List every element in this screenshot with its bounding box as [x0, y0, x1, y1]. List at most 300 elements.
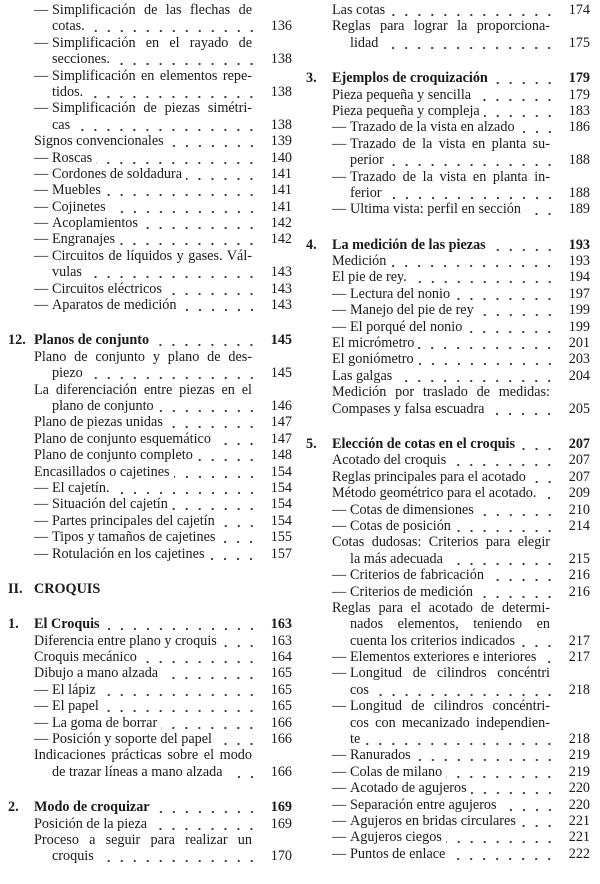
toc-entry — [8, 414, 292, 430]
toc-line — [8, 248, 292, 264]
page-number: 218 — [568, 731, 590, 748]
toc-entry — [8, 447, 292, 463]
toc-line — [306, 103, 590, 119]
page-number: 222 — [568, 845, 590, 862]
entry-text: Acotado del croquis — [332, 452, 447, 469]
dash-marker: — — [34, 512, 49, 529]
entry-text: cos — [350, 681, 369, 698]
toc-entry — [8, 349, 292, 382]
toc-entry — [8, 215, 292, 231]
section-number — [306, 401, 332, 417]
section-number — [306, 452, 332, 468]
toc-line — [306, 764, 590, 780]
toc-line — [306, 401, 590, 417]
entry-body — [332, 600, 590, 616]
dot-leader — [89, 18, 258, 34]
entry-text: Posición de la pieza — [34, 815, 148, 832]
page-number: 141 — [270, 198, 292, 215]
toc-section — [8, 332, 292, 561]
dot-leader — [110, 199, 258, 215]
toc-line — [306, 452, 590, 468]
toc-line — [8, 51, 292, 67]
toc-line — [306, 649, 590, 665]
entry-text: Diferencia entre plano y croquis — [34, 632, 217, 649]
toc-entry — [306, 169, 590, 202]
page-number: 207 — [568, 452, 590, 469]
toc-line — [8, 764, 292, 780]
toc-entry — [8, 431, 292, 447]
section-number — [8, 398, 34, 414]
toc-line — [8, 215, 292, 231]
section-number — [306, 335, 332, 351]
entry-body — [34, 35, 292, 51]
toc-line — [306, 2, 590, 18]
entry-text: Criterios de fabricación — [350, 567, 484, 584]
entry-body — [332, 136, 590, 152]
section-number — [306, 813, 332, 829]
section-number: 5. — [306, 435, 317, 452]
toc-line — [8, 199, 292, 215]
entry-text: Trazado de la vista en planta su- — [350, 135, 550, 152]
dot-leader — [141, 649, 258, 665]
entry-text: La medición de las piezas — [332, 236, 486, 253]
entry-text: Pieza pequeña y sencilla — [332, 86, 472, 103]
entry-body — [332, 616, 590, 632]
toc-entry — [8, 496, 292, 512]
dash-marker: — — [332, 302, 347, 319]
entry-text: La goma de borrar — [52, 714, 158, 731]
toc-line — [306, 502, 590, 518]
toc-entry — [306, 351, 590, 367]
page-number: 193 — [568, 253, 590, 270]
toc-entry — [8, 513, 292, 529]
entry-text: El Croquis — [34, 616, 100, 633]
entry-text: nados elementos, teniendo en — [350, 616, 550, 633]
toc-entry — [306, 846, 590, 862]
toc-entry — [306, 584, 590, 600]
dot-leader — [519, 633, 556, 649]
toc-line — [306, 829, 590, 845]
dash-marker: — — [332, 665, 347, 682]
page-number: 186 — [568, 119, 590, 136]
toc-entry — [8, 665, 292, 681]
entry-body — [332, 747, 590, 763]
section-number — [306, 119, 332, 135]
toc-section — [8, 2, 292, 313]
page-number: 147 — [270, 414, 292, 431]
entry-body — [332, 335, 590, 351]
entry-body — [332, 682, 590, 698]
dot-leader — [86, 264, 258, 280]
page-number: 207 — [568, 468, 590, 485]
entry-body — [332, 829, 590, 845]
entry-body — [332, 649, 590, 665]
toc-line — [306, 584, 590, 600]
entry-body — [332, 169, 590, 185]
entry-body — [332, 813, 590, 829]
toc-entry — [306, 813, 590, 829]
toc-entry — [8, 199, 292, 215]
entry-body — [34, 117, 292, 133]
toc-line — [8, 431, 292, 447]
entry-body — [34, 398, 292, 414]
entry-body — [34, 51, 292, 67]
entry-text: Encasillados o cajetines — [34, 463, 170, 480]
dot-leader — [100, 682, 258, 698]
entry-body — [34, 2, 292, 18]
toc-line — [8, 480, 292, 496]
entry-text: Signos convencionales — [34, 133, 164, 150]
entry-text: Agujeros ciegos — [350, 829, 442, 846]
page-number: 142 — [270, 215, 292, 232]
dot-leader — [114, 480, 258, 496]
page-number: 220 — [568, 780, 590, 797]
page-number: 207 — [568, 435, 590, 452]
dot-leader — [447, 551, 556, 567]
entry-text: Criterios de medición — [350, 583, 473, 600]
page-number: 154 — [270, 496, 292, 513]
part-heading — [8, 581, 292, 597]
entry-text: Dibujo a mano alzada — [34, 665, 159, 682]
entry-body — [332, 518, 590, 534]
dash-marker: — — [332, 168, 347, 185]
entry-body — [332, 401, 590, 417]
dot-leader — [530, 469, 556, 485]
dot-leader — [219, 529, 258, 545]
toc-line — [8, 496, 292, 512]
toc-line — [8, 332, 292, 348]
section-number — [8, 264, 34, 280]
section-number — [8, 199, 34, 215]
toc-line — [8, 633, 292, 649]
section-number — [306, 665, 332, 681]
section-number — [306, 136, 332, 152]
entry-body — [332, 384, 590, 400]
section-number — [8, 464, 34, 480]
entry-body — [332, 286, 590, 302]
entry-body — [34, 349, 292, 365]
dot-leader — [446, 764, 556, 780]
section-number — [8, 715, 34, 731]
entry-body — [332, 469, 590, 485]
entry-text: Las galgas — [332, 367, 393, 384]
dot-leader — [446, 829, 556, 845]
dot-leader — [492, 70, 556, 86]
entry-text: Puntos de enlace — [350, 845, 446, 862]
section-number — [306, 584, 332, 600]
section-number — [8, 100, 34, 116]
page-number: 169 — [270, 799, 292, 816]
toc-line — [8, 529, 292, 545]
entry-text: Ranurados — [350, 747, 411, 764]
toc-entry — [306, 780, 590, 796]
page-number: 146 — [270, 397, 292, 414]
page-number: 201 — [568, 335, 590, 352]
page-number: 138 — [270, 51, 292, 68]
page-number: 163 — [270, 616, 292, 633]
page-number: 205 — [568, 400, 590, 417]
entry-text: Colas de milano — [350, 763, 443, 780]
toc-line — [8, 84, 292, 100]
dot-leader — [386, 185, 556, 201]
section-number — [8, 848, 34, 864]
entry-text: te — [350, 731, 361, 748]
entry-text: Proceso a seguir para realizar un — [34, 831, 252, 848]
toc-entry — [306, 518, 590, 534]
entry-text: El pie de rey. — [332, 269, 407, 286]
dot-leader — [418, 351, 556, 367]
section-number: 2. — [8, 799, 19, 816]
toc-entry — [8, 799, 292, 815]
toc-entry — [306, 600, 590, 649]
section-number — [306, 18, 332, 34]
entry-text: Pieza pequeña y compleja — [332, 102, 480, 119]
toc-line — [8, 649, 292, 665]
section-number — [306, 682, 332, 698]
entry-body — [34, 848, 292, 864]
dot-leader — [168, 133, 258, 149]
entry-body — [332, 201, 590, 217]
entry-text: Reglas para lograr la proporciona- — [332, 18, 550, 35]
entry-body — [34, 698, 292, 714]
entry-body — [332, 846, 590, 862]
page-number: 154 — [270, 479, 292, 496]
toc-entry — [306, 502, 590, 518]
dash-marker: — — [34, 182, 49, 199]
entry-body — [332, 584, 590, 600]
dot-leader — [221, 633, 258, 649]
dot-leader — [478, 302, 556, 318]
entry-body — [34, 832, 292, 848]
dash-marker: — — [34, 198, 49, 215]
page-number: 143 — [270, 264, 292, 281]
page-number: 221 — [568, 812, 590, 829]
dash-marker: — — [332, 285, 347, 302]
section-number — [306, 797, 332, 813]
dot-leader — [104, 616, 258, 632]
toc-entry — [306, 829, 590, 845]
section-number — [306, 152, 332, 168]
section-number — [8, 546, 34, 562]
toc-entry — [8, 150, 292, 166]
entry-text: Trazado de la vista en planta in- — [350, 168, 550, 185]
dash-marker: — — [332, 829, 347, 846]
entry-text: Rotulación en los cajetines — [52, 545, 205, 562]
dot-leader — [103, 698, 258, 714]
dot-leader — [119, 231, 258, 247]
toc-line — [306, 469, 590, 485]
toc-section — [306, 237, 590, 417]
entry-text: Las cotas — [332, 2, 386, 18]
dot-leader — [477, 584, 556, 600]
page-number: 166 — [270, 763, 292, 780]
entry-text: El porqué del nonio — [350, 318, 463, 335]
entry-text: Circuitos eléctricos — [52, 280, 162, 297]
entry-body — [34, 414, 292, 430]
entry-body — [34, 248, 292, 264]
section-number — [306, 567, 332, 583]
page-number: 175 — [568, 34, 590, 51]
page-number: 218 — [568, 681, 590, 698]
toc-line — [8, 832, 292, 848]
toc-entry — [8, 698, 292, 714]
entry-text: Plano de conjunto completo — [34, 447, 193, 464]
dash-marker: — — [34, 231, 49, 248]
entry-body — [332, 731, 590, 747]
toc-line — [8, 2, 292, 18]
entry-body — [332, 2, 590, 18]
entry-text: croquis — [52, 848, 94, 865]
toc-entry — [8, 832, 292, 865]
section-number — [8, 166, 34, 182]
toc-line — [306, 136, 590, 152]
toc-line — [306, 780, 590, 796]
dash-marker: — — [332, 583, 347, 600]
dash-marker: — — [332, 698, 347, 715]
toc-entry — [306, 269, 590, 285]
toc-line — [306, 18, 590, 34]
section-number — [306, 351, 332, 367]
entry-body — [34, 513, 292, 529]
toc-line — [306, 286, 590, 302]
toc-entry — [306, 368, 590, 384]
dash-marker: — — [332, 135, 347, 152]
toc-entry — [8, 68, 292, 101]
entry-text: Simplificación en el rayado de — [52, 34, 252, 51]
page-number: 170 — [270, 848, 292, 865]
entry-text: Planos de conjunto — [34, 332, 150, 349]
entry-body — [332, 70, 590, 86]
entry-body — [34, 431, 292, 447]
page-number: 138 — [270, 83, 292, 100]
toc-section — [306, 70, 590, 218]
page-number: 214 — [568, 517, 590, 534]
toc-line — [8, 231, 292, 247]
toc-line — [306, 319, 590, 335]
dot-leader — [540, 485, 556, 501]
section-number — [306, 747, 332, 763]
entry-body — [332, 269, 590, 285]
toc-line — [8, 747, 292, 763]
toc-entry — [8, 281, 292, 297]
section-number — [306, 319, 332, 335]
dot-leader — [450, 452, 556, 468]
page-number: 166 — [270, 714, 292, 731]
toc-entry — [8, 133, 292, 149]
toc-line — [306, 87, 590, 103]
section-number — [306, 518, 332, 534]
toc-line — [8, 349, 292, 365]
toc-entry — [8, 100, 292, 133]
dash-marker: — — [332, 517, 347, 534]
page-number: 210 — [568, 501, 590, 518]
section-number — [8, 349, 34, 365]
section-number — [306, 35, 332, 51]
entry-text: Cotas de dimensiones — [350, 501, 474, 518]
section-number — [8, 133, 34, 149]
toc-line — [306, 152, 590, 168]
toc-entry — [8, 649, 292, 665]
toc-line — [8, 799, 292, 815]
entry-body — [34, 464, 292, 480]
entry-text: Simplificación en elementos repe- — [52, 67, 252, 84]
section-number — [306, 502, 332, 518]
dot-leader — [215, 431, 258, 447]
page-number: 141 — [270, 182, 292, 199]
toc-entry — [306, 286, 590, 302]
section-number — [306, 534, 332, 550]
section-number: 4. — [306, 236, 317, 253]
dot-leader — [520, 813, 556, 829]
dash-marker: — — [34, 496, 49, 513]
toc-line — [306, 35, 590, 51]
entry-body — [34, 616, 292, 632]
toc-line — [8, 166, 292, 182]
entry-text: Aparatos de medición — [52, 297, 177, 314]
entry-text: tidos. — [52, 83, 84, 100]
section-number — [8, 18, 34, 34]
dash-marker: — — [332, 567, 347, 584]
toc-line — [306, 747, 590, 763]
dot-leader — [162, 665, 258, 681]
entry-text: la más adecuada — [350, 550, 443, 567]
section-number — [306, 633, 332, 649]
toc-line — [8, 35, 292, 51]
page-number: 203 — [568, 351, 590, 368]
entry-body — [332, 351, 590, 367]
entry-body — [332, 764, 590, 780]
section-number — [8, 480, 34, 496]
toc-line — [306, 253, 590, 269]
dot-leader — [364, 731, 556, 747]
toc-line — [306, 616, 590, 632]
toc-entry — [8, 633, 292, 649]
page-number: 165 — [270, 681, 292, 698]
toc-line — [306, 731, 590, 747]
dash-marker: — — [34, 297, 49, 314]
entry-text: La diferenciación entre piezas en el — [34, 381, 252, 398]
dash-marker: — — [34, 67, 49, 84]
dot-leader — [449, 846, 556, 862]
page-number: 204 — [568, 367, 590, 384]
entry-text: cas — [52, 116, 71, 133]
toc-entry — [306, 797, 590, 813]
entry-text: Modo de croquizar — [34, 799, 150, 816]
toc-line — [306, 682, 590, 698]
toc-entry — [306, 747, 590, 763]
toc-line — [8, 731, 292, 747]
toc-line — [306, 368, 590, 384]
toc-line — [306, 567, 590, 583]
page-number: 199 — [568, 302, 590, 319]
entry-body — [332, 18, 590, 34]
section-number — [8, 215, 34, 231]
entry-body — [332, 452, 590, 468]
entry-body — [34, 18, 292, 34]
dot-leader — [142, 215, 258, 231]
dot-leader — [418, 335, 556, 351]
toc-line — [306, 633, 590, 649]
toc-line — [306, 485, 590, 501]
toc-line — [8, 665, 292, 681]
dash-marker: — — [332, 747, 347, 764]
entry-body — [34, 747, 292, 763]
part-title: CROQUIS — [34, 580, 101, 597]
section-number — [8, 832, 34, 848]
page-number: 154 — [270, 463, 292, 480]
section-number — [8, 431, 34, 447]
section-number — [8, 281, 34, 297]
